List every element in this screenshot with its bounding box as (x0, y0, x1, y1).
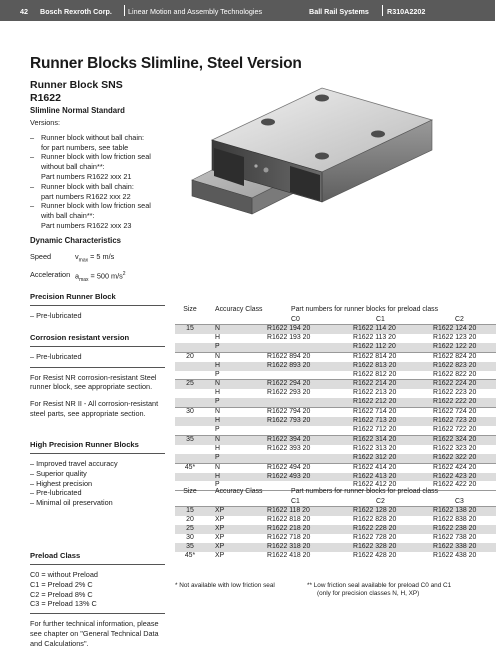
accel-var: a (75, 271, 80, 281)
accuracy-cell: H (215, 444, 220, 452)
table-row (175, 454, 496, 463)
version-line: for part numbers, see table (41, 142, 129, 152)
empty-cell (175, 497, 205, 507)
footnote-star: * Not available with low friction seal (175, 582, 275, 589)
part-number-cell: R1622 812 20 (343, 371, 423, 380)
list-item: C0 = without Preload (30, 570, 98, 579)
accuracy-cell: H (215, 389, 220, 397)
table-row (175, 362, 496, 371)
table-row (175, 380, 496, 389)
table-row (175, 473, 496, 482)
part-number-cell: R1622 828 20 (353, 515, 397, 523)
accuracy-cell: N (205, 325, 263, 334)
accuracy-cell: N (205, 435, 263, 444)
section-name: Linear Motion and Assembly Technologies (128, 7, 263, 16)
dynamic-characteristics (30, 236, 170, 287)
product-subtitle (30, 79, 150, 105)
part-number-cell: R1622 212 20 (343, 398, 423, 407)
version-line: Runner block with low friction seal (41, 152, 151, 162)
version-line: Part numbers R1622 xxx 21 (41, 171, 132, 181)
dynamic-heading: Dynamic Characteristics (30, 236, 122, 245)
table-row (175, 552, 496, 561)
part-number-cell: R1622 712 20 (343, 426, 423, 435)
list-item: – Superior quality (30, 468, 87, 478)
size-cell: 45* (184, 463, 196, 471)
dash: – (30, 152, 35, 162)
part-number-table-standard (175, 305, 496, 491)
class-header: C2 (343, 497, 423, 507)
size-cell: 35 (175, 435, 205, 444)
part-number-cell: R1622 823 20 (423, 362, 496, 371)
speed-value (75, 250, 114, 267)
part-number-cell: R1622 338 20 (423, 543, 496, 552)
preload-section (30, 551, 170, 649)
part-numbers-header: Part numbers for runner blocks for preload class (291, 488, 439, 495)
table-row (175, 408, 496, 417)
accuracy-cell: XP (215, 551, 225, 559)
part-number-cell: R1622 228 20 (343, 525, 423, 534)
table-body (175, 507, 496, 561)
list-item: C1 = Preload 2% C (30, 579, 93, 589)
preload-class-row (175, 497, 496, 507)
note-line: runner block, see appropriate section. (30, 382, 153, 392)
part-number-cell: R1622 412 20 (343, 481, 423, 490)
accuracy-header: Accuracy Class (215, 488, 263, 495)
dash: – (30, 132, 35, 142)
size-cell: 45* (184, 551, 196, 559)
header-divider (382, 5, 383, 16)
size-cell (175, 389, 205, 398)
empty-cell (205, 315, 263, 325)
size-cell (175, 454, 205, 463)
accuracy-cell: H (205, 417, 263, 426)
version-line: Part numbers R1622 xxx 23 (41, 220, 132, 230)
version-item (30, 182, 165, 202)
resist-nr2-note (30, 399, 170, 419)
table-row (175, 417, 496, 426)
part-number-cell: R1622 328 20 (343, 543, 423, 552)
part-number-cell: R1622 428 20 (353, 551, 397, 559)
part-number-cell (263, 343, 343, 352)
part-number-cell: R1622 814 20 (353, 352, 397, 360)
empty-cell (205, 497, 263, 507)
part-number-cell: R1622 438 20 (433, 551, 477, 559)
speed-label: Speed (30, 252, 52, 261)
part-number-cell (263, 426, 343, 435)
list-item: – Pre-lubricated (30, 488, 82, 498)
size-cell (175, 426, 205, 435)
part-number-cell: R1622 418 20 (267, 551, 311, 559)
company-name: Bosch Rexroth Corp. (40, 7, 112, 16)
size-cell: 30 (186, 408, 194, 416)
table-row (175, 334, 496, 343)
version-line: Runner block with ball chain: (41, 181, 134, 191)
subtitle-line: Runner Block SNS (30, 79, 123, 91)
part-number-cell (263, 371, 343, 380)
size-cell: 15 (175, 325, 205, 334)
part-number-cell: R1622 128 20 (343, 507, 423, 516)
size-cell: 15 (175, 507, 205, 516)
note-line: see chapter on "General Technical Data (30, 628, 159, 638)
table-row (175, 463, 496, 472)
table-body (175, 325, 496, 491)
page-title: Runner Blocks Slimline, Steel Version (30, 55, 302, 72)
part-number-cell: R1622 224 20 (423, 380, 496, 389)
part-number-cell: R1622 713 20 (343, 417, 423, 426)
dash: – (30, 181, 35, 191)
part-number-cell: R1622 714 20 (353, 408, 397, 416)
part-number-cell: R1622 824 20 (433, 352, 477, 360)
accuracy-cell: N (215, 408, 220, 416)
corrosion-item: – Pre-lubricated (30, 351, 82, 361)
size-cell: 25 (175, 525, 205, 534)
part-number-cell: R1622 813 20 (343, 362, 423, 371)
part-number-cell: R1622 793 20 (263, 417, 343, 426)
footnote-line: (only for precision classes N, H, XP) (317, 590, 420, 597)
part-number-cell: R1622 313 20 (353, 444, 397, 452)
part-number-cell: R1622 738 20 (433, 533, 477, 541)
version-item (30, 133, 165, 153)
part-number-cell: R1622 213 20 (353, 389, 397, 397)
accuracy-cell: XP (205, 525, 263, 534)
version-line: part numbers R1622 xxx 22 (41, 191, 131, 201)
part-numbers-header: Part numbers for runner blocks for preload class (291, 306, 439, 313)
header-divider (124, 5, 125, 16)
table-row (175, 435, 496, 444)
size-cell (175, 334, 205, 343)
size-cell: 25 (175, 380, 205, 389)
table-row (175, 525, 496, 534)
version-line: without ball chain**: (41, 162, 105, 172)
version-line: Runner block with low friction seal (41, 201, 151, 211)
accel-val: = 500 m/s (88, 271, 123, 281)
accuracy-header: Accuracy Class (215, 306, 263, 313)
version-item (30, 201, 165, 230)
part-number-cell: R1622 422 20 (423, 481, 496, 490)
part-number-cell: R1622 314 20 (343, 435, 423, 444)
preload-heading: Preload Class (30, 551, 81, 560)
table-row (175, 325, 496, 334)
version-item (30, 152, 165, 181)
note-line: For Resist NR II - All corrosion-resistant (30, 399, 159, 409)
part-number-cell: R1622 493 20 (263, 473, 343, 482)
runner-block-image (182, 70, 447, 220)
accel-sup: 2 (122, 271, 126, 278)
divider (30, 367, 165, 368)
corrosion-heading: Corrosion resistant version (30, 332, 130, 342)
part-number-cell: R1622 414 20 (353, 463, 397, 471)
divider (30, 346, 165, 347)
accuracy-cell: XP (215, 533, 225, 541)
size-cell: 35 (175, 543, 205, 552)
part-number-cell: R1622 393 20 (267, 444, 311, 452)
list-item: – Highest precision (30, 478, 93, 488)
acceleration-value (75, 268, 126, 287)
part-number-table-high-precision (175, 487, 496, 560)
document-number: R310A2202 (387, 7, 426, 16)
size-header: Size (183, 488, 197, 495)
accuracy-cell: P (205, 481, 263, 490)
table-row (175, 445, 496, 454)
part-number-cell: R1622 322 20 (423, 454, 496, 463)
divider (30, 305, 165, 306)
part-number-cell: R1622 138 20 (423, 507, 496, 516)
class-header: C1 (263, 497, 343, 507)
part-number-cell: R1622 222 20 (423, 398, 496, 407)
empty-cell (175, 315, 205, 325)
preload-list (30, 570, 170, 609)
size-cell: 30 (186, 533, 194, 541)
part-number-cell: R1622 114 20 (343, 325, 423, 334)
table-row (175, 516, 496, 525)
part-number-cell: R1622 722 20 (423, 426, 496, 435)
table-row (175, 343, 496, 352)
part-number-cell: R1622 424 20 (433, 463, 477, 471)
size-cell (175, 362, 205, 371)
list-item: – Improved travel accuracy (30, 459, 118, 468)
size-cell: 20 (186, 515, 194, 523)
table-header-row (175, 305, 496, 315)
note-line: and Calculations". (30, 638, 89, 648)
list-item: C2 = Preload 8% C (30, 589, 93, 599)
part-number-cell: R1622 124 20 (423, 325, 496, 334)
table-row (175, 507, 496, 516)
divider (30, 613, 165, 614)
table-row (175, 389, 496, 398)
class-header: C1 (343, 315, 423, 325)
speed-val: = 5 m/s (88, 252, 115, 261)
part-number-cell: R1622 723 20 (423, 417, 496, 426)
list-item: – Minimal oil preservation (30, 498, 113, 508)
page-header (0, 0, 495, 21)
version-line: Runner block without ball chain: (41, 132, 145, 142)
resist-nr-note (30, 373, 170, 393)
accel-sub: max (79, 277, 89, 284)
size-cell (175, 417, 205, 426)
accuracy-cell: P (205, 426, 263, 435)
part-number-cell: R1622 324 20 (423, 435, 496, 444)
table-row (175, 426, 496, 435)
precision-section (30, 292, 170, 419)
part-number-cell: R1622 318 20 (263, 543, 343, 552)
part-number-cell: R1622 193 20 (267, 333, 311, 341)
accuracy-cell: XP (205, 543, 263, 552)
part-number-cell: R1622 214 20 (343, 380, 423, 389)
accuracy-cell: H (215, 333, 220, 341)
part-number-cell: R1622 413 20 (343, 473, 423, 482)
preload-note (30, 619, 170, 648)
part-number-cell: R1622 118 20 (263, 507, 343, 516)
part-number-cell: R1622 822 20 (423, 371, 496, 380)
part-number-cell: R1622 223 20 (433, 389, 477, 397)
size-cell (175, 343, 205, 352)
accuracy-cell: N (205, 380, 263, 389)
accuracy-cell: P (205, 454, 263, 463)
part-number-cell: R1622 323 20 (433, 444, 477, 452)
product-line: Ball Rail Systems (309, 7, 369, 16)
part-number-cell: R1622 423 20 (423, 473, 496, 482)
size-cell (175, 473, 205, 482)
page-number: 42 (20, 7, 28, 16)
speed-sub: max (78, 257, 89, 264)
accuracy-cell: XP (205, 507, 263, 516)
table-row (175, 352, 496, 361)
part-number-cell: R1622 218 20 (263, 525, 343, 534)
part-number-cell: R1622 894 20 (267, 352, 311, 360)
accuracy-cell: N (215, 463, 220, 471)
footnote-double-star (307, 582, 487, 598)
table-row (175, 543, 496, 552)
versions-list (30, 133, 165, 231)
precision-item: – Pre-lubricated (30, 311, 82, 320)
high-precision-section (30, 440, 170, 508)
class-header: C0 (263, 315, 343, 325)
part-number-cell: R1622 838 20 (433, 515, 477, 523)
divider (30, 453, 165, 454)
part-number-cell: R1622 718 20 (267, 533, 311, 541)
part-number-cell: R1622 728 20 (353, 533, 397, 541)
footnote-line: ** Low friction seal available for preload C0 and C1 (307, 582, 452, 589)
table-header-row (175, 487, 496, 497)
part-number-cell: R1622 113 20 (353, 333, 396, 341)
accuracy-cell: P (205, 343, 263, 352)
table-row (175, 534, 496, 543)
accuracy-cell: P (205, 398, 263, 407)
part-number-cell: R1622 293 20 (267, 389, 311, 397)
part-number-cell: R1622 794 20 (267, 408, 311, 416)
dash: – (30, 201, 35, 211)
versions-label: Versions: (30, 118, 61, 127)
list-item: C3 = Preload 13% C (30, 599, 97, 609)
accuracy-cell: H (205, 473, 263, 482)
part-number-cell: R1622 294 20 (263, 380, 343, 389)
part-number-cell: R1622 194 20 (263, 325, 343, 334)
high-precision-list (30, 459, 170, 508)
subtitle-line: R1622 (30, 92, 61, 104)
table-row (175, 398, 496, 407)
table-row (175, 371, 496, 380)
precision-heading: Precision Runner Block (30, 292, 116, 301)
acceleration-label: Acceleration (30, 270, 71, 280)
preload-class-row (175, 315, 496, 325)
size-cell (175, 371, 205, 380)
size-cell: 20 (186, 352, 194, 360)
note-line: steel parts, see appropriate section. (30, 408, 146, 418)
speed-var: v (75, 252, 79, 261)
note-line: For further technical information, please (30, 619, 159, 629)
part-number-cell: R1622 123 20 (433, 333, 477, 341)
part-number-cell: R1622 724 20 (433, 408, 477, 416)
high-precision-heading: High Precision Runner Blocks (30, 440, 139, 449)
part-number-cell: R1622 893 20 (263, 362, 343, 371)
part-number-cell: R1622 312 20 (343, 454, 423, 463)
speed-row (30, 250, 170, 267)
version-line: with ball chain**: (41, 211, 95, 221)
part-number-cell (263, 398, 343, 407)
part-number-cell: R1622 112 20 (343, 343, 423, 352)
part-number-cell: R1622 394 20 (263, 435, 343, 444)
accuracy-cell: N (215, 352, 220, 360)
size-header: Size (183, 306, 197, 313)
part-number-cell: R1622 818 20 (267, 515, 311, 523)
part-number-cell: R1622 494 20 (267, 463, 311, 471)
part-number-cell (263, 454, 343, 463)
size-cell (175, 445, 205, 454)
divider (30, 564, 165, 565)
class-header: C2 (423, 315, 496, 325)
acceleration-row (30, 268, 170, 287)
note-line: For Resist NR corrosion-resistant Steel (30, 372, 157, 382)
accuracy-cell: P (205, 371, 263, 380)
accuracy-cell: XP (215, 515, 225, 523)
class-header: C3 (423, 497, 496, 507)
standard-heading: Slimline Normal Standard (30, 106, 125, 115)
accuracy-cell: H (205, 362, 263, 371)
size-cell (175, 398, 205, 407)
standard-section (30, 106, 165, 231)
part-number-cell: R1622 238 20 (423, 525, 496, 534)
part-number-cell: R1622 122 20 (423, 343, 496, 352)
